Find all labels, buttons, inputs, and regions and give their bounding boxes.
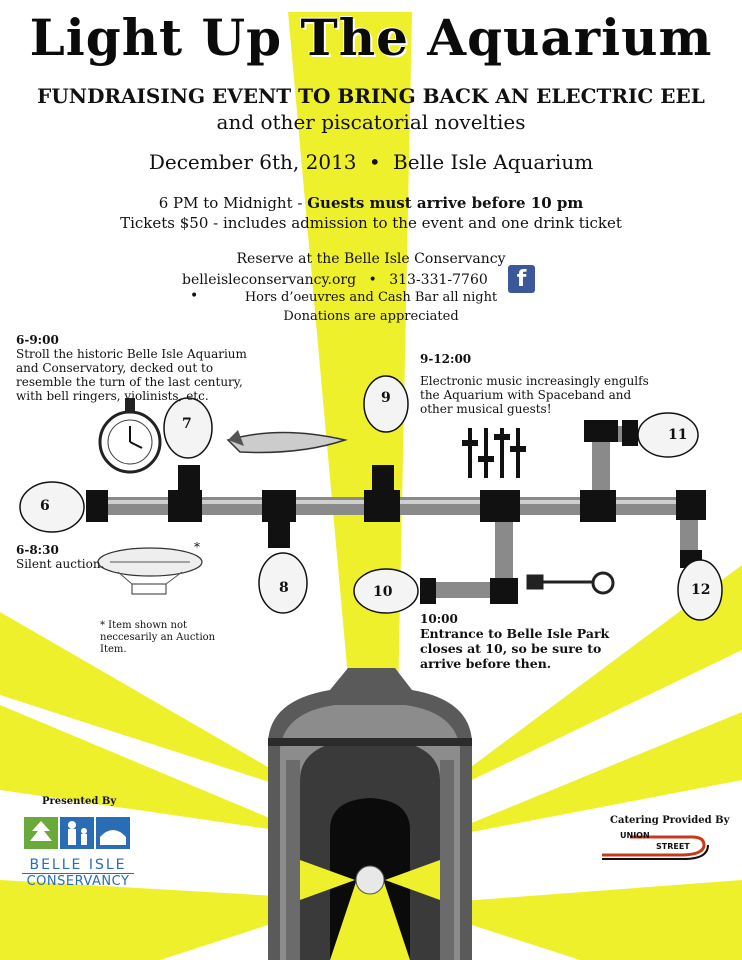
union-street-logo[interactable] xyxy=(600,833,710,861)
caterer-name-line1: UNION xyxy=(620,831,650,840)
conservancy-name-line2: CONSERVANCY xyxy=(22,873,134,889)
schedule-block-music xyxy=(420,352,660,416)
separator-bullet: • xyxy=(368,272,377,288)
event-date: December 6th, 2013 xyxy=(148,150,357,174)
pocket-watch-icon xyxy=(100,398,160,472)
bulb-number-6: 6 xyxy=(40,498,50,514)
separator-bullet: • xyxy=(190,288,199,304)
schedule-time: 6-8:30 xyxy=(16,543,59,557)
page-title: Light Up The Aquarium xyxy=(29,8,713,67)
conservancy-emblem-icon xyxy=(22,815,134,851)
arrival-note: Guests must arrive before 10 pm xyxy=(307,194,584,212)
schedule-block-stroll xyxy=(16,333,256,403)
schedule-description: Silent auction. xyxy=(16,557,105,571)
conservancy-name-line1: BELLE ISLE xyxy=(29,857,127,873)
schedule-description: Entrance to Belle Isle Park closes at 10, so be sure to arrive before then. xyxy=(420,626,610,671)
aquarium-entrance-arch xyxy=(268,668,472,960)
date-venue-line xyxy=(0,150,742,174)
reserve-info: Reserve at the Belle Isle Conservancy xyxy=(236,251,506,267)
schedule-description: Stroll the historic Belle Isle Aquarium and Conservatory, decked out to resemble the turn of the last century, with bell ringers, violinists, etc. xyxy=(16,347,247,403)
bulb-number-12: 12 xyxy=(691,582,711,598)
event-hours xyxy=(0,194,742,212)
bulb-number-9: 9 xyxy=(381,390,391,406)
event-time: 6 PM to Midnight xyxy=(158,194,293,212)
donations-info: Donations are appreciated xyxy=(283,309,459,324)
bulb-number-7: 7 xyxy=(182,416,192,432)
website-link[interactable]: belleisleconservancy.org xyxy=(182,272,357,288)
schedule-time: 6-9:00 xyxy=(16,333,59,347)
caterer-name-line2: STREET xyxy=(656,842,690,851)
union-street-swoosh-icon xyxy=(600,833,710,861)
catering-label: Catering Provided By xyxy=(610,815,730,826)
schedule-block-auction xyxy=(16,543,136,571)
phone-number: 313-331-7760 xyxy=(389,272,488,288)
schedule-description: Electronic music increasingly engulfs the Aquarium with Spaceband and other musical guests! xyxy=(420,374,649,416)
auction-footnote: * Item shown not neccesarily an Auction Item. xyxy=(100,620,216,655)
schedule-block-park-closing xyxy=(420,612,640,671)
schedule-time: 9-12:00 xyxy=(420,352,472,366)
separator-bullet: • xyxy=(368,150,381,174)
belle-isle-conservancy-logo[interactable] xyxy=(22,815,134,889)
bulb-6 xyxy=(20,482,84,532)
facebook-icon[interactable]: f xyxy=(508,265,535,293)
skeleton-key-icon xyxy=(528,573,613,593)
event-venue: Belle Isle Aquarium xyxy=(393,150,594,174)
mixer-sliders-icon xyxy=(462,428,526,478)
hours-dash: - xyxy=(292,194,308,212)
ticket-info: Tickets $50 - includes admission to the event and one drink ticket xyxy=(120,214,622,232)
food-info: Hors d’oeuvres and Cash Bar all night xyxy=(244,290,498,305)
bulb-number-8: 8 xyxy=(279,580,289,596)
auction-asterisk: * xyxy=(194,540,200,554)
event-subtitle: FUNDRAISING EVENT TO BRING BACK AN ELECTRIC EEL xyxy=(37,84,705,108)
bulb-number-10: 10 xyxy=(373,584,393,600)
schedule-time: 10:00 xyxy=(420,612,458,626)
bulb-number-11: 11 xyxy=(668,427,688,443)
event-subtitle-secondary: and other piscatorial novelties xyxy=(216,110,526,134)
presented-by-label: Presented By xyxy=(42,796,117,807)
